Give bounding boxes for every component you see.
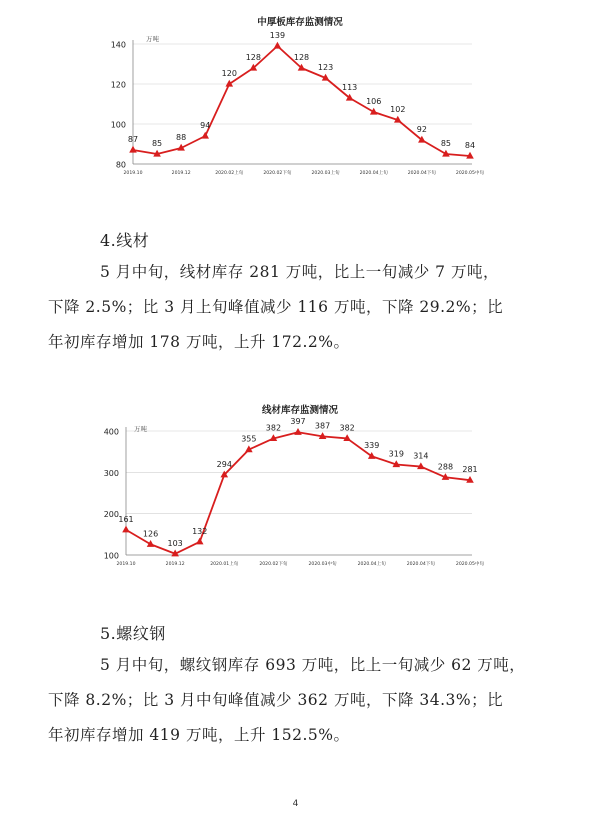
data-label: 314 (413, 451, 429, 461)
y-tick-label: 400 (103, 427, 119, 437)
data-label: 126 (142, 529, 159, 539)
data-point (368, 452, 376, 459)
unit-label: 万吨 (134, 425, 147, 433)
data-point (129, 146, 137, 153)
series-line (126, 432, 470, 554)
data-label: 84 (464, 141, 476, 150)
x-tick-label: 2020.02下旬 (259, 562, 288, 567)
chart-title: 中厚板库存监测情况 (257, 17, 343, 28)
data-point (274, 42, 282, 49)
data-label: 139 (269, 31, 286, 40)
data-label: 132 (192, 526, 208, 536)
data-label: 85 (151, 139, 163, 148)
data-label: 128 (245, 53, 261, 62)
data-label: 88 (176, 133, 187, 142)
data-label: 85 (440, 139, 452, 148)
paragraph-line: 5 月中旬，线材库存 281 万吨，比上一旬减少 7 万吨， (100, 263, 499, 281)
chart-title: 线材库存监测情况 (261, 405, 339, 416)
data-label: 128 (293, 53, 310, 62)
x-tick-label: 2019.10 (123, 171, 143, 176)
y-tick-label: 300 (103, 468, 119, 478)
x-tick-label: 2020.04上旬 (357, 562, 386, 567)
y-tick-label: 200 (103, 510, 119, 520)
paragraph-line: 下降 8.2%；比 3 月中旬峰值减少 362 万吨，下降 34.3%；比 (48, 691, 504, 709)
y-tick-label: 120 (110, 80, 126, 90)
data-label: 106 (366, 97, 382, 106)
y-tick-label: 140 (110, 40, 126, 50)
data-label: 103 (167, 538, 183, 548)
data-label: 87 (127, 135, 139, 144)
x-tick-label: 2020.02下旬 (263, 171, 292, 176)
data-label: 94 (200, 121, 211, 130)
data-point (294, 428, 302, 435)
y-tick-label: 100 (103, 551, 119, 561)
unit-label: 万吨 (146, 35, 159, 43)
data-label: 123 (317, 63, 334, 72)
x-tick-label: 2020.04上旬 (359, 171, 388, 176)
data-label: 355 (241, 434, 257, 444)
data-label: 339 (364, 441, 380, 451)
x-tick-label: 2020.03中旬 (308, 562, 337, 567)
wire-inventory-chart-svg (0, 395, 591, 580)
data-label: 382 (339, 423, 355, 433)
data-label: 102 (390, 105, 406, 114)
chart-plot-area (111, 31, 485, 176)
paragraph-line: 下降 2.5%；比 3 月上旬峰值减少 116 万吨，下降 29.2%；比 (48, 298, 504, 316)
x-tick-label: 2020.04下旬 (407, 171, 436, 176)
data-label: 382 (265, 423, 282, 433)
x-tick-label: 2020.04下旬 (406, 562, 435, 567)
paragraph-line: 5 月中旬，螺纹钢库存 693 万吨，比上一旬减少 62 万吨， (100, 656, 526, 674)
paragraph-line: 年初库存增加 419 万吨，上升 152.5%。 (48, 726, 350, 744)
data-label: 92 (416, 125, 427, 134)
y-tick-label: 80 (115, 160, 126, 170)
section-heading-wire: 4.线材 (100, 231, 150, 250)
x-tick-label: 2019.12 (171, 171, 191, 176)
data-point (122, 526, 130, 533)
plate-inventory-chart (0, 0, 591, 190)
page-number: 4 (292, 799, 299, 809)
x-tick-label: 2020.05中旬 (455, 562, 485, 567)
data-label: 288 (437, 462, 454, 472)
x-tick-label: 2020.02上旬 (215, 171, 244, 176)
data-point (196, 538, 204, 545)
y-tick-label: 100 (110, 120, 126, 130)
data-label: 281 (462, 465, 478, 475)
data-label: 113 (342, 83, 358, 92)
data-label: 161 (118, 514, 134, 524)
data-label: 387 (314, 421, 331, 431)
data-label: 294 (216, 459, 232, 469)
x-tick-label: 2020.01上旬 (210, 562, 239, 567)
data-label: 120 (221, 69, 237, 78)
data-label: 397 (290, 417, 306, 427)
x-tick-label: 2019.12 (165, 562, 185, 567)
data-label: 319 (388, 449, 404, 459)
data-point (201, 132, 209, 139)
paragraph-line: 年初库存增加 178 万吨，上升 172.2%。 (48, 333, 350, 351)
paragraph-rebar (48, 648, 548, 753)
x-tick-label: 2020.03上旬 (311, 171, 340, 176)
paragraph-wire (48, 255, 548, 360)
section-heading-rebar: 5.螺纹钢 (100, 624, 166, 643)
plate-inventory-chart-svg (0, 0, 591, 190)
wire-inventory-chart (0, 395, 591, 580)
chart-plot-area (104, 417, 485, 567)
x-tick-label: 2019.10 (116, 562, 136, 567)
x-tick-label: 2020.05中旬 (455, 171, 485, 176)
